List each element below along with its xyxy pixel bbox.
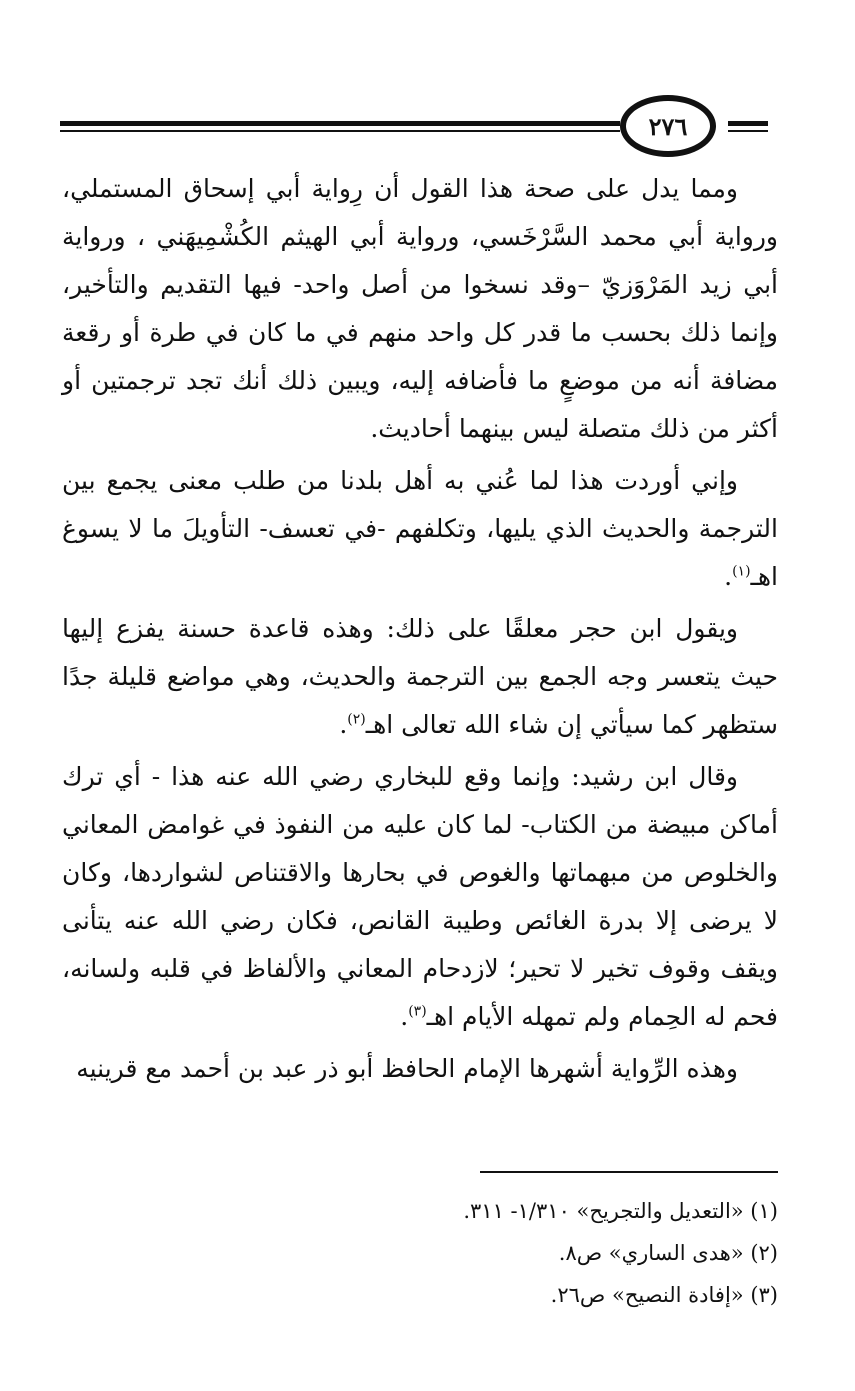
footnote-3: (٣) «إفادة النصيح» ص٢٦. bbox=[550, 1283, 778, 1307]
header-rule-thin-right bbox=[728, 130, 768, 132]
footnote-ref-3: (٣) bbox=[408, 1003, 427, 1020]
paragraph-3: ويقول ابن حجر معلقًا على ذلك: وهذه قاعدة حسنة يفزع إليها حيث يتعسر وجه الجمع بين الترجمة والحديث، وهي مواضع قليلة جدًا ستظهر كما سيأتي إن شاء الله تعالى اهـ$^{(٢)}$. bbox=[62, 614, 778, 739]
paragraph-2: وإني أوردت هذا لما عُني به أهل بلدنا من طلب معنى يجمع بين الترجمة والحديث الذي يليها، وتكلفهم -في تعسف- التأويلَ ما لا يسوغ اهـ$^{(١)}$. bbox=[62, 466, 778, 591]
footnote-ref-1: (١) bbox=[732, 563, 751, 580]
page-header bbox=[60, 95, 768, 165]
footnote-2: (٢) «هدى الساري» ص٨. bbox=[558, 1241, 778, 1265]
header-rule-thick bbox=[60, 121, 620, 126]
footnotes bbox=[62, 1190, 778, 1316]
footnote-ref-2: (٢) bbox=[347, 711, 366, 728]
paragraph-4: وقال ابن رشيد: وإنما وقع للبخاري رضي الله عنه هذا - أي ترك أماكن مبيضة من الكتاب- لما كان عليه من النفوذ في غوامض المعاني والخلوص من مبهماتها والغوص في بحارها والاقتناص لشواردها، وكان لا يرضى إلا بدرة الغائص وطيبة القانص، فكان رضي الله عنه يتأنى ويقف وقوف تخير لا تحير؛ لازدحام المعاني والألفاظ في قلبه ولسانه، فحم له الحِمام ولم تمهله الأيام اهـ$^{(٣)}$. bbox=[62, 762, 778, 1031]
footnote-1: (١) «التعديل والتجريح» ١/٣١٠- ٣١١. bbox=[463, 1199, 778, 1223]
paragraph-1: ومما يدل على صحة هذا القول أن رِواية أبي إسحاق المستملي، ورواية أبي محمد السَّرْخَسي، ورواية أبي الهيثم الكُشْمِيهَني ، ورواية أبي زيد المَرْوَزيّ –وقد نسخوا من أصل واحد- فيها التقديم والتأخير، وإنما ذلك بحسب ما قدر كل واحد منهم في ما كان في طرة أو رقعة مضافة أنه من موضعٍ ما فأضافه إليه، ويبين ذلك أنك تجد ترجمتين أو أكثر من ذلك متصلة ليس بينهما أحاديث. bbox=[62, 174, 778, 443]
header-rule-thick-right bbox=[728, 121, 768, 126]
header-rule-thin bbox=[60, 130, 620, 132]
page-number: ٢٧٦ bbox=[620, 95, 716, 157]
footnote-separator bbox=[480, 1171, 778, 1173]
paragraph-5: وهذه الرِّواية أشهرها الإمام الحافظ أبو ذر عبد بن أحمد مع قرينيه bbox=[76, 1054, 738, 1083]
main-text bbox=[62, 165, 778, 1097]
